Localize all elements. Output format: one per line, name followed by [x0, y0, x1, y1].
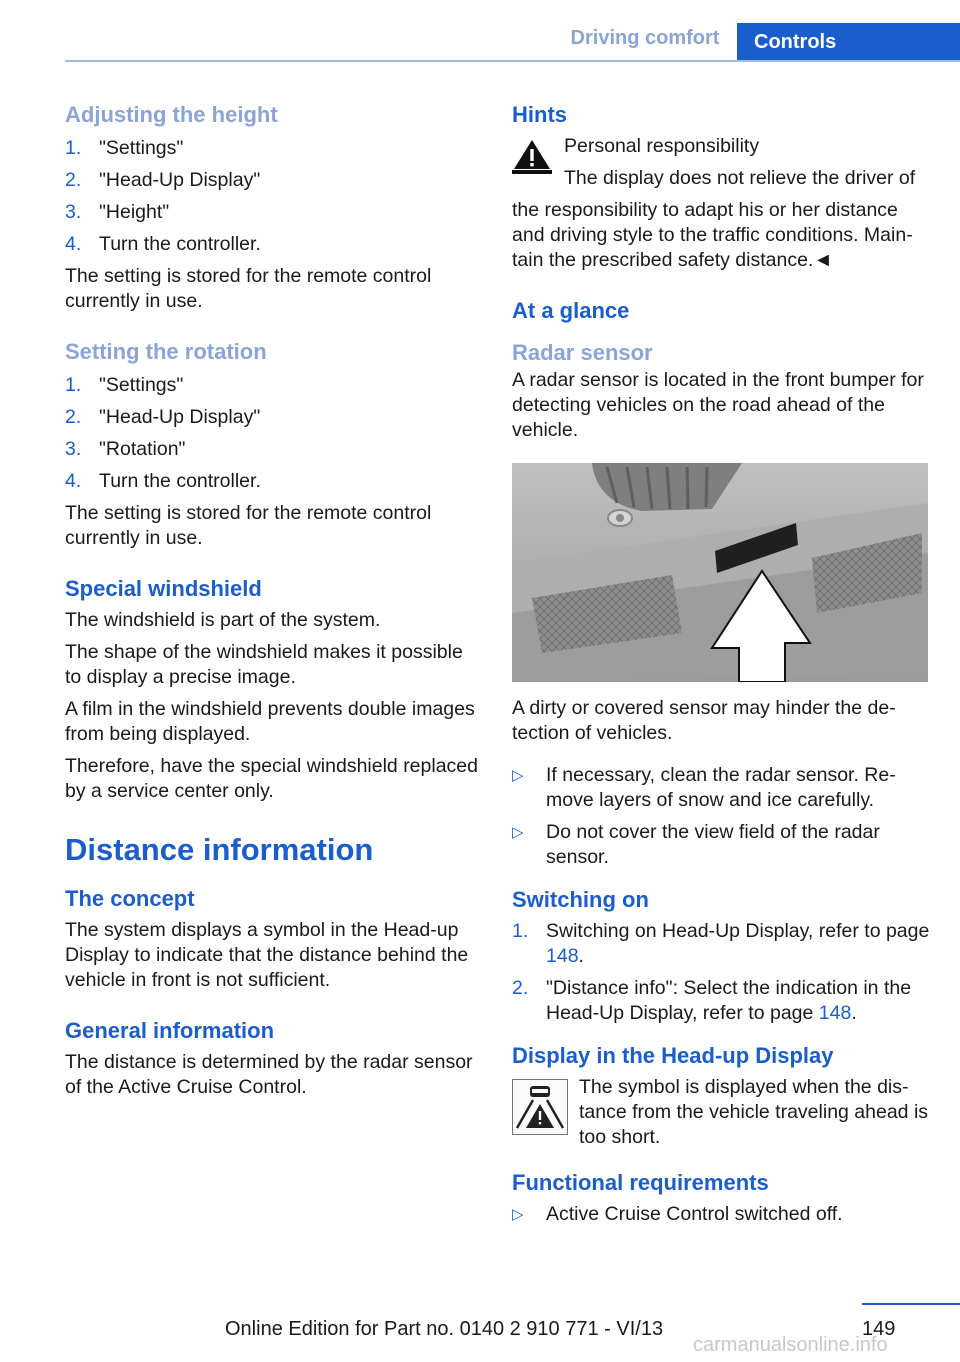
- heading-radar-sensor: Radar sensor: [512, 340, 653, 365]
- radar-bullets: [512, 763, 930, 870]
- warning-text-rest: the responsibility to adapt his or her distance and driving style to the traffic conditions. Maintain the prescribed safety distance.◄: [512, 199, 913, 271]
- page-link[interactable]: 148: [818, 1002, 852, 1024]
- heading-distance-information: Distance information: [65, 832, 374, 867]
- step-number: 1.: [65, 374, 82, 396]
- step-text: Turn the controller.: [99, 470, 261, 492]
- list-item: [65, 168, 483, 193]
- step-number: 3.: [65, 438, 82, 460]
- list-item: [65, 136, 483, 161]
- list-item: [65, 232, 483, 257]
- bullet-text: If necessary, clean the radar sensor. Remove layers of snow and ice carefully.: [546, 764, 896, 811]
- list-item: [512, 1202, 930, 1227]
- list-item: [512, 820, 930, 870]
- step-text: [546, 919, 930, 969]
- step-number: 1.: [65, 137, 82, 159]
- list-item: [65, 200, 483, 225]
- step-text: Turn the controller.: [99, 233, 261, 255]
- list-item: [65, 373, 483, 398]
- step-number: 2.: [65, 169, 82, 191]
- hud-symbol-block: [512, 1075, 930, 1150]
- step-number: 2.: [512, 977, 529, 999]
- page-number: 149: [862, 1318, 896, 1340]
- distance-warning-symbol-icon: [512, 1079, 568, 1135]
- step-number: 4.: [65, 470, 82, 492]
- triangle-bullet-icon: ▷: [512, 1206, 524, 1223]
- step-text: "Settings": [99, 137, 184, 159]
- list-item: [512, 763, 930, 813]
- height-note: The setting is stored for the remote control currently in use.: [65, 265, 432, 312]
- step-text: [546, 976, 930, 1026]
- heading-the-concept: The concept: [65, 886, 195, 911]
- radar-sensor-photo: [512, 463, 928, 682]
- requirements-bullets: [512, 1202, 930, 1227]
- footer-rule: [862, 1303, 960, 1305]
- heading-functional-requirements: Functional requirements: [512, 1170, 769, 1195]
- triangle-bullet-icon: ▷: [512, 824, 524, 841]
- page-header: [0, 0, 960, 62]
- heading-special-windshield: Special windshield: [65, 576, 262, 601]
- heading-switching-on: Switching on: [512, 887, 649, 912]
- list-item: [65, 469, 483, 494]
- heading-adjusting-height: Adjusting the height: [65, 102, 278, 127]
- list-item: [512, 919, 930, 969]
- step-number: 3.: [65, 201, 82, 223]
- rotation-steps: [65, 373, 483, 494]
- paragraph: The shape of the windshield makes it possible to display a precise image.: [65, 641, 463, 688]
- warning-text-first: The display does not relieve the driver of: [564, 167, 916, 189]
- step-number: 4.: [65, 233, 82, 255]
- edition-text: Online Edition for Part no. 0140 2 910 771 - VI/13: [225, 1318, 664, 1340]
- step-number: 1.: [512, 920, 529, 942]
- heading-hints: Hints: [512, 102, 567, 127]
- heading-setting-rotation: Setting the rotation: [65, 339, 267, 364]
- chapter-tab[interactable]: Controls: [737, 23, 960, 62]
- list-item: [65, 437, 483, 462]
- paragraph: A radar sensor is located in the front bumper for detecting vehicles on the road ahead of the vehicle.: [512, 369, 924, 441]
- paragraph: A film in the windshield prevents double images from being displayed.: [65, 698, 475, 745]
- bullet-text: Do not cover the view field of the radar sensor.: [546, 821, 880, 868]
- rotation-note: The setting is stored for the remote control currently in use.: [65, 502, 432, 549]
- paragraph: Therefore, have the special windshield replaced by a service center only.: [65, 755, 478, 802]
- height-steps: [65, 136, 483, 257]
- paragraph: The distance is determined by the radar sensor of the Active Cruise Control.: [65, 1051, 473, 1098]
- paragraph: The windshield is part of the system.: [65, 609, 381, 631]
- step-text: "Height": [99, 201, 170, 223]
- step-text: "Rotation": [99, 438, 186, 460]
- bullet-text: Active Cruise Control switched off.: [546, 1203, 843, 1225]
- switching-steps: [512, 919, 930, 1026]
- triangle-bullet-icon: ▷: [512, 767, 524, 784]
- heading-general-information: General information: [65, 1018, 275, 1043]
- list-item: [512, 976, 930, 1026]
- bumper-illustration: [512, 463, 928, 682]
- step-text: "Settings": [99, 374, 184, 396]
- step-text-body: "Distance info": Select the indication in the Head-Up Display, refer to page: [546, 977, 912, 1024]
- warning-title: Personal responsibility: [564, 135, 760, 157]
- step-text: "Head-Up Display": [99, 169, 261, 191]
- list-item: [65, 405, 483, 430]
- step-text-end: .: [851, 1002, 857, 1024]
- page-link[interactable]: 148: [546, 945, 579, 967]
- step-number: 2.: [65, 406, 82, 428]
- warning-triangle-icon: [512, 138, 552, 174]
- hud-text: The symbol is displayed when the distance from the vehicle traveling ahead is too short.: [579, 1076, 929, 1148]
- warning-block: [512, 134, 930, 191]
- right-column: [512, 100, 930, 1234]
- watermark: carmanualsonline.info: [693, 1334, 888, 1356]
- step-text-end: .: [578, 945, 584, 967]
- step-text-body: Switching on Head-Up Display, refer to page: [546, 920, 930, 942]
- heading-display-hud: Display in the Head-up Display: [512, 1043, 834, 1068]
- left-column: [65, 100, 483, 1107]
- header-rule: [65, 60, 960, 62]
- heading-at-a-glance: At a glance: [512, 298, 630, 323]
- step-text: "Head-Up Display": [99, 406, 261, 428]
- section-tab[interactable]: Driving comfort: [570, 27, 720, 49]
- paragraph: The system displays a symbol in the Head-up Display to indicate that the distance behind the vehicle in front is not sufficient.: [65, 919, 469, 991]
- paragraph: A dirty or covered sensor may hinder the detection of vehicles.: [512, 697, 896, 744]
